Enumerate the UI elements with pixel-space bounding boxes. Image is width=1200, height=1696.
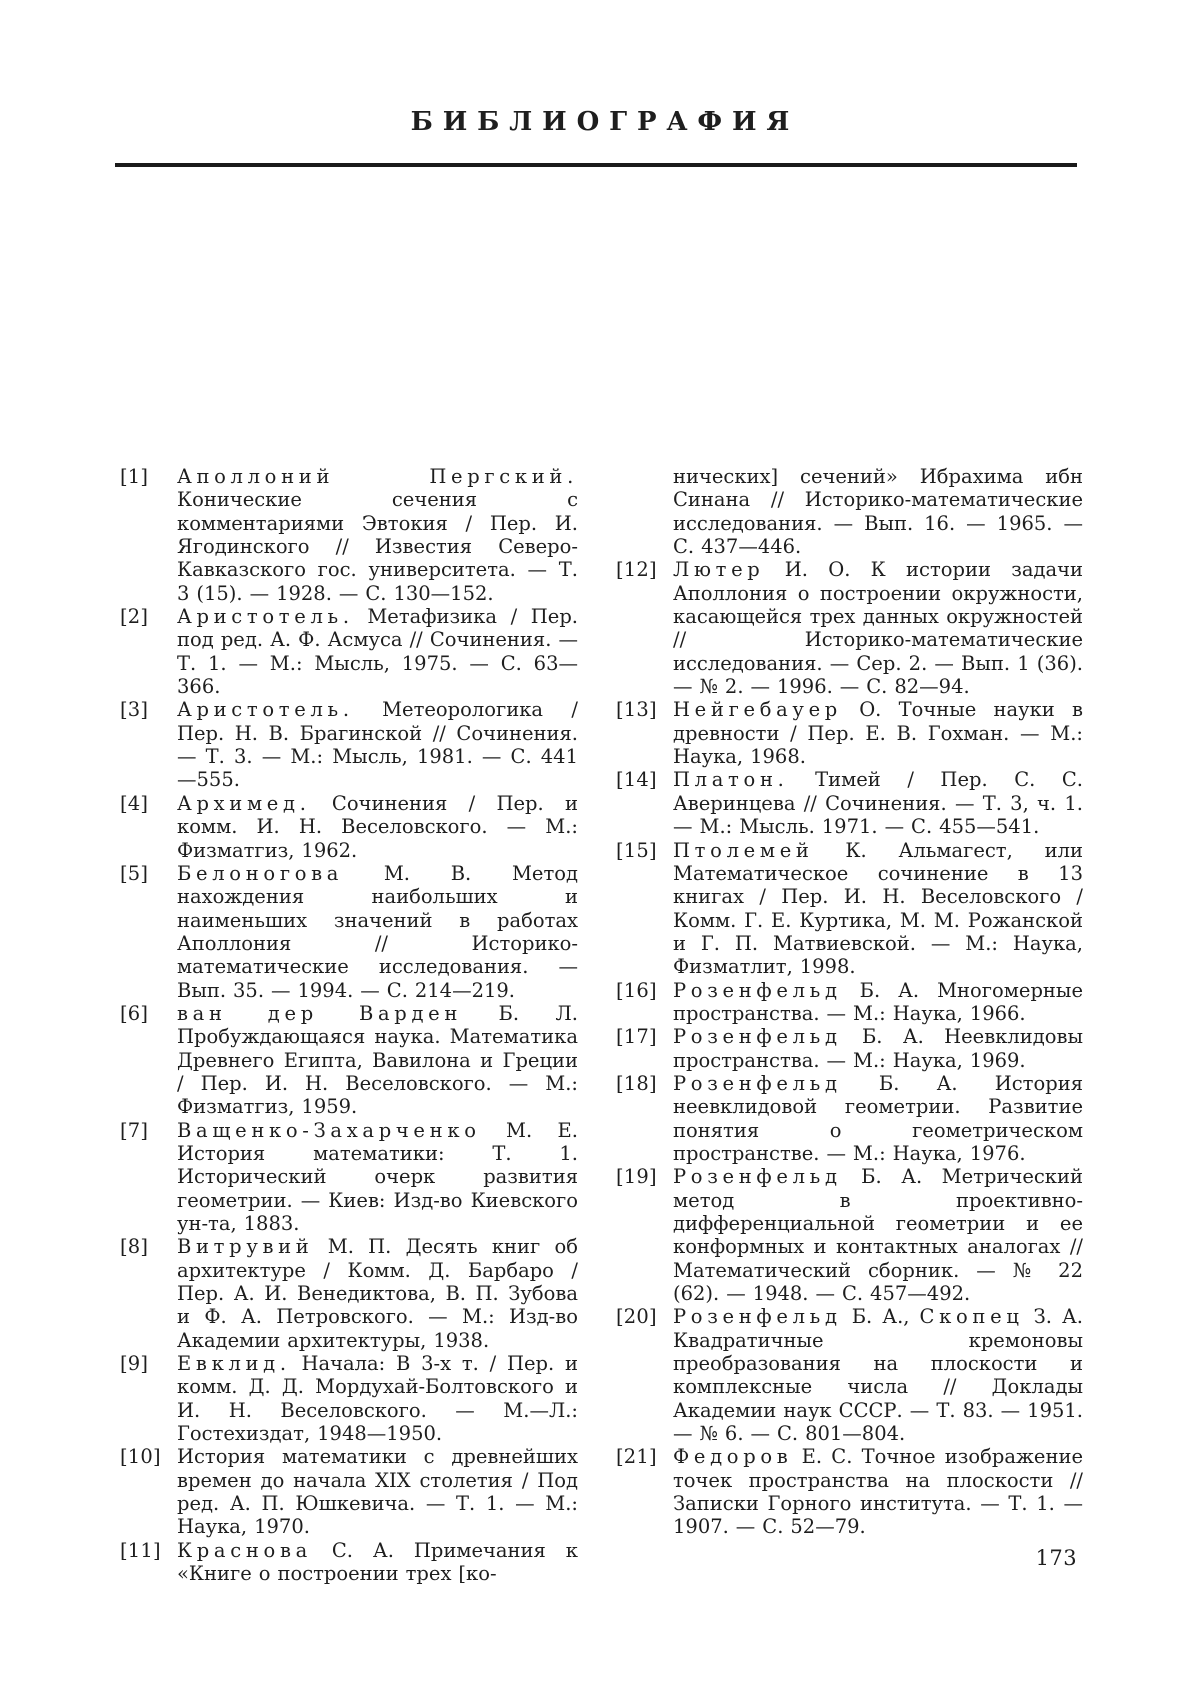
entry-number: [1] [120, 465, 149, 488]
entry-text: История математики с древнейших времен до начала XIX столетия / Под ред. А. П. Юшкевича. — Т. 1. — М.: Наука, 1970. [177, 1445, 578, 1539]
bib-entry [120, 698, 578, 791]
entry-author: Розенфельд [673, 1025, 842, 1049]
entry-number: [2] [120, 605, 149, 629]
entry-text: Б. Л. Пробуждающаяся наука. Математика Древнего Египта, Вавилона и Греции / Пер. И. Н. Веселовского. — М.: Физматгиз, 1959. [177, 1001, 578, 1119]
entry-number: [9] [120, 1352, 149, 1376]
bib-entry [616, 979, 1083, 1026]
page-number: 173 [1035, 1546, 1077, 1570]
bib-entry [120, 792, 578, 862]
bib-entry [616, 1072, 1083, 1165]
entry-author: Лютер [673, 558, 765, 582]
bib-entry [120, 862, 578, 1002]
entry-number: [16] [616, 978, 657, 1002]
entry-number: [12] [616, 558, 657, 582]
entry-author: Розенфельд [673, 1305, 842, 1329]
entry-author: Белоногова [177, 861, 344, 885]
entry-number: [8] [120, 1235, 149, 1259]
entry-text: О. Точные науки в древности / Пер. Е. В. Гохман. — М.: Наука, 1968. [673, 698, 1083, 769]
bib-entry [120, 1235, 578, 1352]
entry-text: М. Е. История математики: Т. 1. Исторический очерк развития геометрии. — Киев: Изд-во Киевского ун-та, 1883. [177, 1118, 578, 1235]
entry-author: Краснова [177, 1538, 312, 1562]
bib-entry [616, 839, 1083, 979]
entry-author: Платон. [673, 768, 789, 792]
entry-number: [21] [616, 1445, 657, 1469]
entry-text: Конические сечения с комментариями Эвтокия / Пер. И. Ягодинского // Известия Северо-Кавказского гос. университета. — Т. 3 (15). — 1928. — С. 130—152. [177, 488, 578, 605]
bib-entry [616, 465, 1083, 558]
entry-number: [13] [616, 698, 657, 722]
entry-number: [18] [616, 1071, 657, 1095]
entry-author: Розенфельд [673, 1165, 842, 1189]
entry-text: Е. С. Точное изображение точек пространства на плоскости // Записки Горного института. — Т. 1. — 1907. — С. 52—79. [673, 1445, 1083, 1539]
entry-text: Б. А., [841, 1305, 920, 1329]
entry-author: ван дер Варден [177, 1001, 463, 1025]
entry-number: [19] [616, 1165, 657, 1189]
entry-number: [14] [616, 768, 657, 792]
entry-text: Б. А. Неевклидовы пространства. — М.: Наука, 1969. [673, 1025, 1083, 1072]
entry-text: С. А. Примечания к «Книге о построении трех [ко- [177, 1538, 578, 1586]
entry-author: Витрувий [177, 1235, 314, 1259]
bibliography-left-column [120, 465, 578, 1586]
entry-number: [15] [616, 838, 657, 862]
entry-number: [20] [616, 1305, 657, 1329]
bib-entry [120, 605, 578, 698]
entry-author: Архимед. [177, 791, 311, 815]
bib-entry [120, 1119, 578, 1236]
entry-author: Птолемей [673, 838, 814, 862]
entry-text: Тимей / Пер. С. С. Аверинцева // Сочинения. — Т. 3, ч. 1. — М.: Мысль. 1971. — С. 455—541. [673, 768, 1083, 839]
entry-text: М. П. Десять книг об архитектуре / Комм. Д. Барбаро / Пер. А. И. Венедиктова, В. П. Зубова и Ф. А. Петровского. — М.: Изд-во Академии архитектуры, 1938. [177, 1235, 578, 1352]
entry-number: [4] [120, 791, 149, 815]
entry-text: Метафизика / Пер. под ред. А. Ф. Асмуса // Сочинения. — Т. 1. — М.: Мысль, 1975. — С. 63—366. [177, 605, 578, 699]
entry-text: З. А. Квадратичные кремоновы преобразования на плоскости и комплексные числа // Доклады Академии наук СССР. — Т. 83. — 1951. — № 6. — С. 801—804. [673, 1305, 1083, 1446]
bib-entry [616, 1025, 1083, 1072]
bib-entry [616, 558, 1083, 698]
entry-text: нических] сечений» Ибрахима ибн Синана // Историко-математические исследования. — Вып. 16. — 1965. — С. 437—446. [673, 465, 1083, 559]
entry-number: [17] [616, 1025, 657, 1049]
bibliography [120, 465, 1083, 1586]
entry-number: [5] [120, 861, 149, 885]
entry-text: М. В. Метод нахождения наибольших и наименьших значений в работах Аполлония // Историко-математические исследования. — Вып. 35. — 1994. — С. 214—219. [177, 861, 578, 1002]
entry-author: Скопец [919, 1305, 1024, 1329]
bib-entry [120, 1445, 578, 1538]
entry-author: Розенфельд [673, 978, 842, 1002]
entry-text: Сочинения / Пер. и комм. И. Н. Веселовского. — М.: Физматгиз, 1962. [177, 791, 578, 862]
entry-text: Б. А. Многомерные пространства. — М.: Наука, 1966. [673, 978, 1083, 1025]
page-title: БИБЛИОГРАФИЯ [410, 107, 800, 137]
bib-entry [616, 768, 1083, 838]
bib-entry [120, 1352, 578, 1445]
entry-author: Аристотель. [177, 698, 354, 722]
bib-entry [616, 698, 1083, 768]
entry-author: Аполлоний Пергский. [177, 465, 578, 488]
title-divider-rule [115, 163, 1077, 167]
entry-text: Б. А. История неевклидовой геометрии. Развитие понятия о геометрическом пространстве. — М.: Наука, 1976. [673, 1071, 1083, 1165]
entry-text: Б. А. Метрический метод в проективно-дифференциальной геометрии и ее конформных и контактных аналогах // Математический сборник. — № 22 (62). — 1948. — С. 457—492. [673, 1165, 1083, 1306]
bib-entry [120, 1539, 578, 1586]
bibliography-right-column [616, 465, 1083, 1539]
entry-author: Аристотель. [177, 605, 354, 629]
entry-author: Нейгебауер [673, 698, 842, 722]
entry-text: Метеорологика / Пер. Н. В. Брагинской // Сочинения. — Т. 3. — М.: Мысль, 1981. — С. 441—555. [177, 698, 578, 792]
entry-number: [7] [120, 1118, 149, 1142]
entry-number: [6] [120, 1001, 149, 1025]
entry-number: [3] [120, 698, 149, 722]
bib-entry [616, 1305, 1083, 1445]
bib-entry [616, 1165, 1083, 1305]
entry-author: Федоров [673, 1445, 793, 1469]
entry-author: Евклид. [177, 1352, 291, 1376]
entry-number: [11] [120, 1538, 161, 1562]
entry-text: И. О. К истории задачи Аполлония о построении окружности, касающейся трех данных окружностей // Историко-математические исследования. — Сер. 2. — Вып. 1 (36). — № 2. — 1996. — С. 82—94. [673, 558, 1083, 699]
bib-entry [120, 465, 578, 605]
bib-entry [120, 1002, 578, 1119]
bib-entry [616, 1445, 1083, 1538]
entry-number: [10] [120, 1445, 161, 1469]
entry-author: Ващенко-Захарченко [177, 1118, 481, 1142]
entry-author: Розенфельд [673, 1071, 842, 1095]
entry-text: Начала: В 3-х т. / Пер. и комм. Д. Д. Мордухай-Болтовского и И. Н. Веселовского. — М.—Л.: Гостехиздат, 1948—1950. [177, 1352, 578, 1446]
entry-text: К. Альмагест, или Математическое сочинение в 13 книгах / Пер. И. Н. Веселовского / Комм. Г. Е. Куртика, М. М. Рожанской и Г. П. Матвиевской. — М.: Наука, Физматлит, 1998. [673, 838, 1083, 979]
